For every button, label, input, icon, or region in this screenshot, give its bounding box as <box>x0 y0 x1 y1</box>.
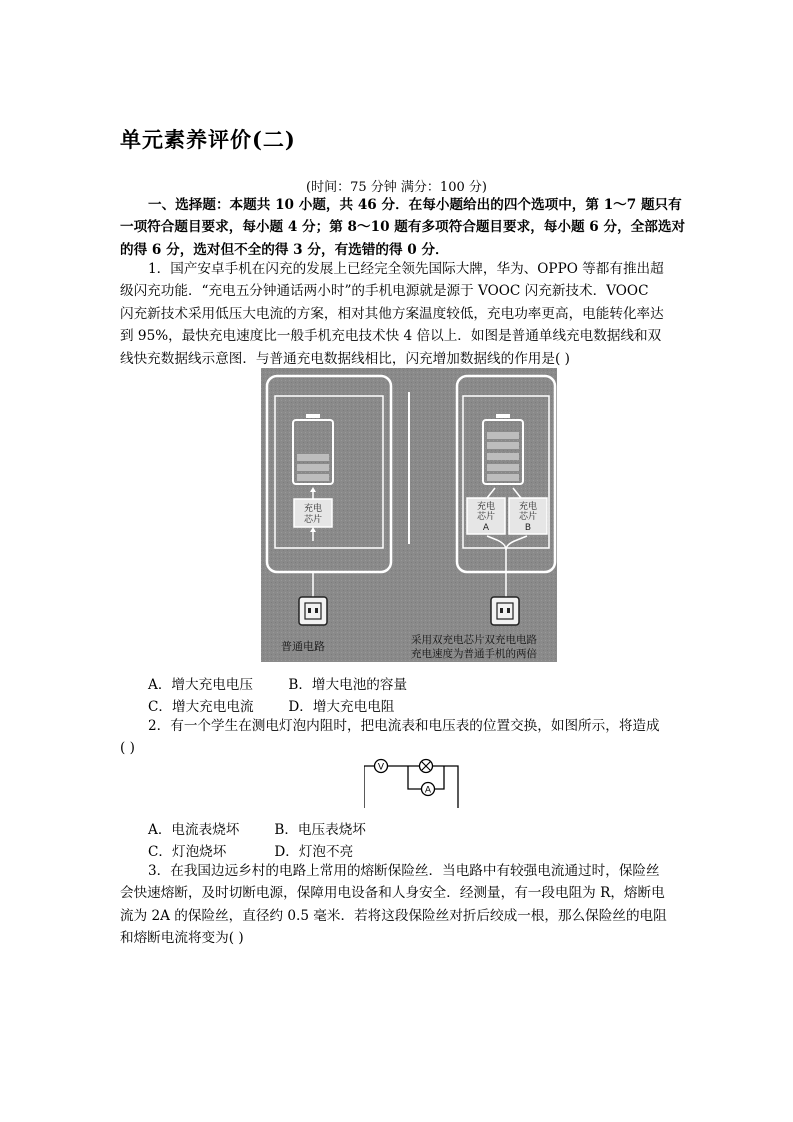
charging-diagram <box>261 368 557 662</box>
question-2 <box>120 715 673 760</box>
right-caption-2: 充电速度为普通手机的两倍 <box>411 648 537 660</box>
chip-a-label-1: 充电 <box>476 502 496 512</box>
text-line: 闪充新技术采用低压大电流的方案，相对其他方案温度较低，充电功率更高，电能转化率达 <box>120 305 664 322</box>
page-title: 单元素养评价(二) <box>120 127 296 152</box>
question-3 <box>120 860 673 950</box>
circuit-diagram <box>364 756 460 810</box>
q2-options-row-1 <box>148 818 366 838</box>
chip-b-label-2: 芯片 <box>518 512 538 522</box>
option-b: B．电压表烧坏 <box>274 822 366 838</box>
text-line: 2．有一个学生在测电灯泡内阻时，把电流表和电压表的位置交换，如图所示，将造成 <box>148 718 660 734</box>
text-line: 一、选择题：本题共 10 小题，共 46 分．在每小题给出的四个选项中，第 1～7 题只有 <box>148 197 682 213</box>
chip-a-label-3: A <box>482 523 490 533</box>
text-line: 流为 2A 的保险丝，直径约 0.5 毫米．若将这段保险丝对折后绞成一根，那么保险丝的电阻 <box>120 907 667 924</box>
q1-options-row-1 <box>148 673 407 693</box>
text-line: 1．国产安卓手机在闪充的发展上已经完全领先国际大牌，华为、OPPO 等都有推出超 <box>148 261 664 277</box>
text-line: 级闪充功能．“充电五分钟通话两小时”的手机电源就是源于 VOOC 闪充新技术．VOOC <box>120 283 649 300</box>
left-caption: 普通电路 <box>281 640 325 653</box>
question-1 <box>120 258 673 370</box>
ammeter-label: A <box>424 785 432 796</box>
chip-a-label-2: 芯片 <box>476 512 496 522</box>
option-d: D．灯泡不亮 <box>274 844 354 860</box>
text-line: 一项符合题目要求，每小题 4 分；第 8～10 题有多项符合题目要求，每小题 6 分，全部选对 <box>120 219 686 236</box>
text-line: 线快充数据线示意图．与普通充电数据线相比，闪充增加数据线的作用是( ) <box>120 350 570 367</box>
option-c: C．增大充电电流 <box>148 699 254 715</box>
text-line: 的得 6 分，选对但不全的得 3 分，有选错的得 0 分． <box>120 241 449 258</box>
left-chip-label-2: 芯片 <box>303 515 323 525</box>
option-a: A．电流表烧坏 <box>148 822 240 838</box>
option-a: A．增大充电电压 <box>148 677 253 693</box>
section-instructions <box>120 194 686 261</box>
chip-b-label-3: B <box>524 523 532 533</box>
text-line: 和熔断电流将变为( ) <box>120 930 244 947</box>
text-line: 到 95%，最快充电速度比一般手机充电技术快 4 倍以上．如图是普通单线充电数据线和双 <box>120 328 662 345</box>
voltmeter-label: V <box>377 762 385 773</box>
option-b: B．增大电池的容量 <box>288 677 408 693</box>
chip-b-label-1: 充电 <box>518 502 538 512</box>
q1-options-row-2 <box>148 695 394 715</box>
left-outlet-icon <box>299 597 327 625</box>
exam-meta: (时间：75 分钟 满分：100 分) <box>306 180 487 195</box>
option-c: C．灯泡烧坏 <box>148 844 227 860</box>
q2-options-row-2 <box>148 840 353 860</box>
text-line: 3．在我国边远乡村的电路上常用的熔断保险丝．当电路中有较强电流通过时，保险丝 <box>148 863 660 879</box>
text-line: ( ) <box>120 740 135 757</box>
text-line: 会快速熔断，及时切断电源，保障用电设备和人身安全．经测量，有一段电阻为 R，熔断电 <box>120 885 665 902</box>
left-chip-label: 充电 <box>303 504 323 514</box>
option-d: D．增大充电电阻 <box>288 699 395 715</box>
right-caption-1: 采用双充电芯片双充电电路 <box>411 634 537 646</box>
right-outlet-icon <box>491 597 519 625</box>
